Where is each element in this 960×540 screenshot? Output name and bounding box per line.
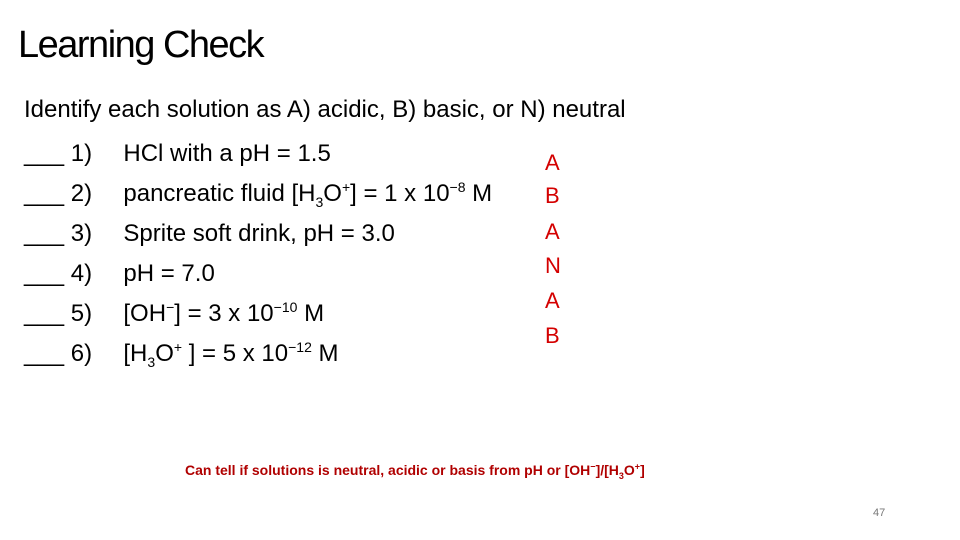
answer-label: N: [545, 253, 561, 278]
question-number: 3): [70, 220, 93, 247]
answer-blank: ___: [24, 180, 65, 207]
question-item: [24, 180, 492, 208]
question-item: [24, 260, 215, 288]
question-item: [24, 220, 395, 248]
question-text: HCl with a pH = 1.5: [123, 140, 331, 167]
question-number: 4): [70, 260, 93, 287]
question-text: pancreatic fluid $[H_3O^+] = 1$ x $10^{-8}$ M: [123, 179, 493, 210]
answer-label: A: [545, 150, 560, 175]
answer-blank: ___: [24, 140, 65, 167]
question-item: [24, 300, 324, 328]
question-text: Sprite soft drink, pH = 3.0: [123, 220, 395, 247]
answer-label: A: [545, 288, 560, 313]
answer-blank: ___: [24, 220, 65, 247]
answer-blank: ___: [24, 260, 65, 287]
question-text: [OH−] = 3 x $10^{-10}$ M: [123, 299, 325, 327]
instruction-text: Identify each solution as A) acidic, B) basic, or N) neutral: [24, 96, 626, 123]
question-number: 6): [70, 340, 93, 367]
question-number: 2): [70, 180, 93, 207]
footnote: Can tell if solutions is neutral, acidic or basis from pH or $[OH^-]/[H_3O^+]$: [185, 461, 645, 481]
answer-label: A: [545, 219, 560, 244]
question-text: pH = 7.0: [123, 260, 215, 287]
question-item: [24, 340, 339, 368]
question-text: [$H_3O^+$ ] = 5 x $10^{-12}$ M: [123, 339, 339, 370]
answer-blank: ___: [24, 340, 65, 367]
question-number: 5): [70, 300, 93, 327]
answer-label: B: [545, 323, 560, 348]
question-number: 1): [70, 140, 93, 167]
question-item: [24, 140, 331, 168]
page-number: 47: [873, 507, 886, 519]
answer-label: B: [545, 183, 560, 208]
slide-title: Learning Check: [18, 24, 264, 66]
answer-blank: ___: [24, 300, 65, 327]
